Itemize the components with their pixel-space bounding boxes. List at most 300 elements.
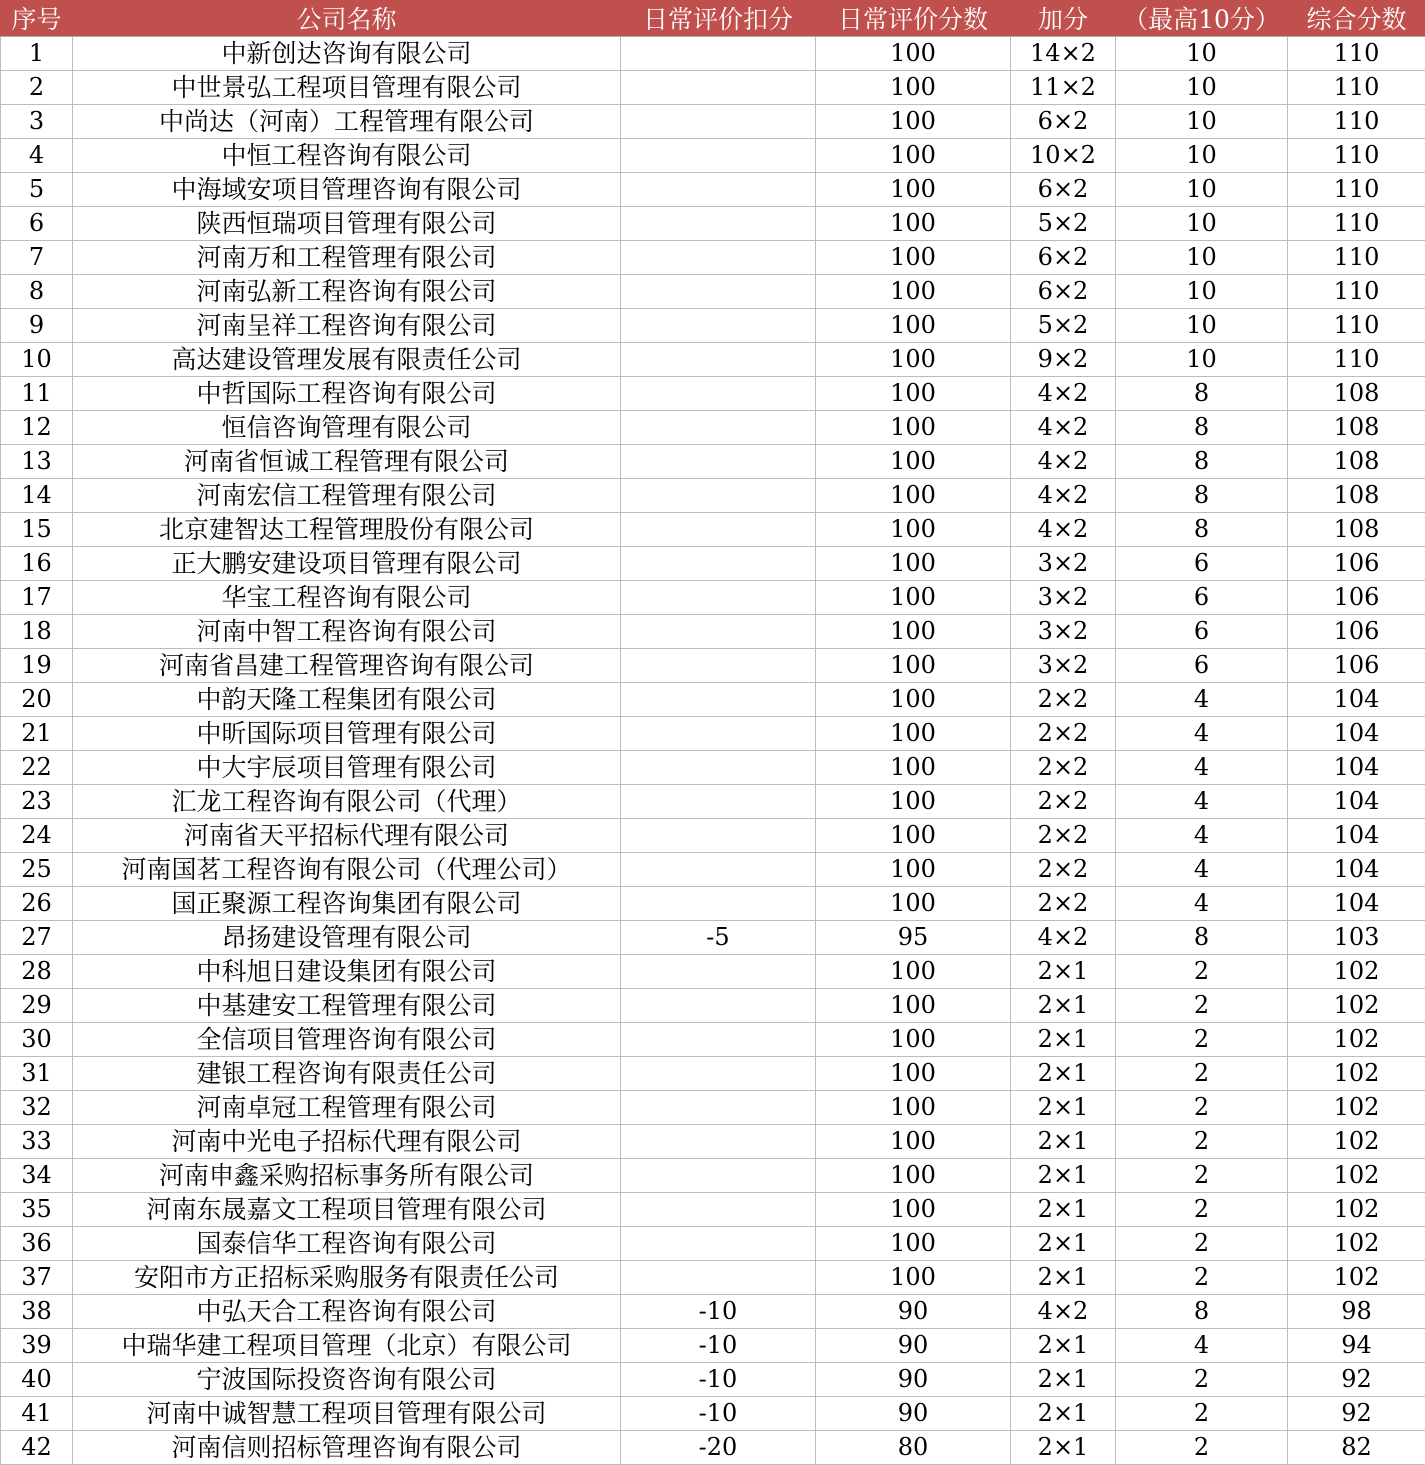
bonus-cell: 2×1 [1011, 1261, 1116, 1295]
deduction-cell: -10 [621, 1363, 816, 1397]
table-row [1, 717, 1425, 751]
table-row [1, 309, 1425, 343]
table-body [1, 37, 1425, 1465]
total-score-cell: 102 [1288, 1057, 1425, 1091]
total-score-cell: 104 [1288, 819, 1425, 853]
company-name-cell: 中韵天隆工程集团有限公司 [73, 683, 621, 717]
company-name-cell: 河南东晟嘉文工程项目管理有限公司 [73, 1193, 621, 1227]
bonus-cell: 6×2 [1011, 275, 1116, 309]
daily-score-cell: 90 [816, 1363, 1011, 1397]
max-bonus-cell: 8 [1116, 921, 1288, 955]
deduction-cell [621, 71, 816, 105]
total-score-cell: 92 [1288, 1397, 1425, 1431]
index-cell: 27 [1, 921, 73, 955]
header-deduction: 日常评价扣分 [621, 0, 816, 37]
total-score-cell: 106 [1288, 581, 1425, 615]
deduction-cell [621, 377, 816, 411]
table-row [1, 615, 1425, 649]
index-cell: 3 [1, 105, 73, 139]
table-row [1, 1227, 1425, 1261]
index-cell: 32 [1, 1091, 73, 1125]
bonus-cell: 3×2 [1011, 547, 1116, 581]
max-bonus-cell: 8 [1116, 513, 1288, 547]
bonus-cell: 2×2 [1011, 853, 1116, 887]
deduction-cell [621, 1023, 816, 1057]
daily-score-cell: 100 [816, 615, 1011, 649]
daily-score-cell: 90 [816, 1295, 1011, 1329]
max-bonus-cell: 8 [1116, 445, 1288, 479]
index-cell: 19 [1, 649, 73, 683]
daily-score-cell: 100 [816, 1193, 1011, 1227]
index-cell: 33 [1, 1125, 73, 1159]
deduction-cell [621, 887, 816, 921]
max-bonus-cell: 10 [1116, 241, 1288, 275]
max-bonus-cell: 4 [1116, 751, 1288, 785]
company-name-cell: 宁波国际投资咨询有限公司 [73, 1363, 621, 1397]
daily-score-cell: 100 [816, 1261, 1011, 1295]
deduction-cell: -10 [621, 1295, 816, 1329]
bonus-cell: 2×1 [1011, 1023, 1116, 1057]
deduction-cell [621, 343, 816, 377]
max-bonus-cell: 10 [1116, 139, 1288, 173]
deduction-cell [621, 241, 816, 275]
total-score-cell: 102 [1288, 1091, 1425, 1125]
company-name-cell: 河南呈祥工程咨询有限公司 [73, 309, 621, 343]
table-row [1, 1023, 1425, 1057]
company-name-cell: 昂扬建设管理有限公司 [73, 921, 621, 955]
deduction-cell [621, 581, 816, 615]
total-score-cell: 102 [1288, 1227, 1425, 1261]
max-bonus-cell: 6 [1116, 615, 1288, 649]
index-cell: 35 [1, 1193, 73, 1227]
bonus-cell: 2×1 [1011, 1091, 1116, 1125]
deduction-cell [621, 1125, 816, 1159]
table-row [1, 1295, 1425, 1329]
max-bonus-cell: 10 [1116, 275, 1288, 309]
bonus-cell: 11×2 [1011, 71, 1116, 105]
index-cell: 4 [1, 139, 73, 173]
max-bonus-cell: 2 [1116, 1227, 1288, 1261]
max-bonus-cell: 8 [1116, 1295, 1288, 1329]
daily-score-cell: 100 [816, 139, 1011, 173]
table-row [1, 479, 1425, 513]
daily-score-cell: 100 [816, 343, 1011, 377]
daily-score-cell: 100 [816, 71, 1011, 105]
total-score-cell: 110 [1288, 343, 1425, 377]
total-score-cell: 110 [1288, 139, 1425, 173]
deduction-cell [621, 1159, 816, 1193]
daily-score-cell: 80 [816, 1431, 1011, 1465]
table-row [1, 785, 1425, 819]
company-name-cell: 中科旭日建设集团有限公司 [73, 955, 621, 989]
max-bonus-cell: 2 [1116, 1261, 1288, 1295]
deduction-cell [621, 615, 816, 649]
total-score-cell: 102 [1288, 955, 1425, 989]
daily-score-cell: 100 [816, 377, 1011, 411]
max-bonus-cell: 10 [1116, 343, 1288, 377]
index-cell: 5 [1, 173, 73, 207]
total-score-cell: 104 [1288, 717, 1425, 751]
total-score-cell: 108 [1288, 411, 1425, 445]
deduction-cell [621, 547, 816, 581]
daily-score-cell: 100 [816, 105, 1011, 139]
deduction-cell: -20 [621, 1431, 816, 1465]
index-cell: 40 [1, 1363, 73, 1397]
index-cell: 15 [1, 513, 73, 547]
daily-score-cell: 100 [816, 1023, 1011, 1057]
total-score-cell: 104 [1288, 751, 1425, 785]
deduction-cell: -5 [621, 921, 816, 955]
max-bonus-cell: 2 [1116, 955, 1288, 989]
total-score-cell: 108 [1288, 377, 1425, 411]
company-name-cell: 中哲国际工程咨询有限公司 [73, 377, 621, 411]
deduction-cell [621, 513, 816, 547]
daily-score-cell: 100 [816, 309, 1011, 343]
index-cell: 41 [1, 1397, 73, 1431]
bonus-cell: 2×1 [1011, 1125, 1116, 1159]
bonus-cell: 9×2 [1011, 343, 1116, 377]
max-bonus-cell: 8 [1116, 479, 1288, 513]
max-bonus-cell: 6 [1116, 581, 1288, 615]
total-score-cell: 110 [1288, 173, 1425, 207]
company-name-cell: 国正聚源工程咨询集团有限公司 [73, 887, 621, 921]
total-score-cell: 102 [1288, 1261, 1425, 1295]
max-bonus-cell: 10 [1116, 105, 1288, 139]
total-score-cell: 102 [1288, 1023, 1425, 1057]
company-name-cell: 国泰信华工程咨询有限公司 [73, 1227, 621, 1261]
deduction-cell [621, 1193, 816, 1227]
max-bonus-cell: 2 [1116, 1125, 1288, 1159]
total-score-cell: 104 [1288, 683, 1425, 717]
daily-score-cell: 100 [816, 411, 1011, 445]
max-bonus-cell: 2 [1116, 1397, 1288, 1431]
company-name-cell: 中弘天合工程咨询有限公司 [73, 1295, 621, 1329]
daily-score-cell: 100 [816, 1227, 1011, 1261]
deduction-cell [621, 1261, 816, 1295]
daily-score-cell: 100 [816, 649, 1011, 683]
total-score-cell: 110 [1288, 71, 1425, 105]
company-name-cell: 中昕国际项目管理有限公司 [73, 717, 621, 751]
bonus-cell: 4×2 [1011, 377, 1116, 411]
index-cell: 1 [1, 37, 73, 71]
table-row [1, 853, 1425, 887]
max-bonus-cell: 10 [1116, 173, 1288, 207]
header-daily-score: 日常评价分数 [816, 0, 1011, 37]
total-score-cell: 94 [1288, 1329, 1425, 1363]
bonus-cell: 3×2 [1011, 649, 1116, 683]
total-score-cell: 102 [1288, 1193, 1425, 1227]
table-row [1, 1363, 1425, 1397]
daily-score-cell: 100 [816, 717, 1011, 751]
company-name-cell: 河南省恒诚工程管理有限公司 [73, 445, 621, 479]
deduction-cell [621, 207, 816, 241]
deduction-cell [621, 1091, 816, 1125]
index-cell: 14 [1, 479, 73, 513]
company-name-cell: 恒信咨询管理有限公司 [73, 411, 621, 445]
deduction-cell [621, 411, 816, 445]
company-name-cell: 河南信则招标管理咨询有限公司 [73, 1431, 621, 1465]
company-name-cell: 河南弘新工程咨询有限公司 [73, 275, 621, 309]
deduction-cell: -10 [621, 1397, 816, 1431]
table-row [1, 71, 1425, 105]
table-row [1, 921, 1425, 955]
deduction-cell [621, 853, 816, 887]
total-score-cell: 106 [1288, 547, 1425, 581]
table-row [1, 1329, 1425, 1363]
company-name-cell: 汇龙工程咨询有限公司（代理） [73, 785, 621, 819]
company-name-cell: 中瑞华建工程项目管理（北京）有限公司 [73, 1329, 621, 1363]
table-row [1, 1057, 1425, 1091]
bonus-cell: 2×1 [1011, 1329, 1116, 1363]
deduction-cell [621, 309, 816, 343]
max-bonus-cell: 2 [1116, 1363, 1288, 1397]
bonus-cell: 4×2 [1011, 1295, 1116, 1329]
bonus-cell: 2×2 [1011, 819, 1116, 853]
table-row [1, 275, 1425, 309]
deduction-cell [621, 819, 816, 853]
deduction-cell [621, 173, 816, 207]
index-cell: 2 [1, 71, 73, 105]
bonus-cell: 2×1 [1011, 1159, 1116, 1193]
bonus-cell: 2×1 [1011, 1397, 1116, 1431]
daily-score-cell: 100 [816, 1125, 1011, 1159]
total-score-cell: 108 [1288, 479, 1425, 513]
table-row [1, 105, 1425, 139]
total-score-cell: 106 [1288, 649, 1425, 683]
max-bonus-cell: 6 [1116, 547, 1288, 581]
total-score-cell: 106 [1288, 615, 1425, 649]
bonus-cell: 2×1 [1011, 955, 1116, 989]
deduction-cell [621, 105, 816, 139]
daily-score-cell: 100 [816, 989, 1011, 1023]
deduction-cell [621, 683, 816, 717]
bonus-cell: 2×2 [1011, 887, 1116, 921]
table-row [1, 989, 1425, 1023]
max-bonus-cell: 8 [1116, 411, 1288, 445]
bonus-cell: 10×2 [1011, 139, 1116, 173]
header-index: 序号 [1, 0, 73, 37]
max-bonus-cell: 6 [1116, 649, 1288, 683]
max-bonus-cell: 2 [1116, 989, 1288, 1023]
index-cell: 39 [1, 1329, 73, 1363]
table-row [1, 241, 1425, 275]
index-cell: 22 [1, 751, 73, 785]
index-cell: 12 [1, 411, 73, 445]
total-score-cell: 104 [1288, 853, 1425, 887]
deduction-cell [621, 955, 816, 989]
daily-score-cell: 100 [816, 445, 1011, 479]
index-cell: 23 [1, 785, 73, 819]
company-name-cell: 高达建设管理发展有限责任公司 [73, 343, 621, 377]
company-name-cell: 北京建智达工程管理股份有限公司 [73, 513, 621, 547]
table-row [1, 683, 1425, 717]
deduction-cell [621, 717, 816, 751]
bonus-cell: 4×2 [1011, 513, 1116, 547]
total-score-cell: 110 [1288, 275, 1425, 309]
table-row [1, 1193, 1425, 1227]
index-cell: 28 [1, 955, 73, 989]
daily-score-cell: 100 [816, 479, 1011, 513]
max-bonus-cell: 8 [1116, 377, 1288, 411]
deduction-cell [621, 37, 816, 71]
daily-score-cell: 100 [816, 207, 1011, 241]
max-bonus-cell: 4 [1116, 819, 1288, 853]
company-name-cell: 河南中诚智慧工程项目管理有限公司 [73, 1397, 621, 1431]
company-name-cell: 河南中智工程咨询有限公司 [73, 615, 621, 649]
company-name-cell: 华宝工程咨询有限公司 [73, 581, 621, 615]
table-row [1, 751, 1425, 785]
max-bonus-cell: 2 [1116, 1159, 1288, 1193]
deduction-cell [621, 989, 816, 1023]
max-bonus-cell: 10 [1116, 37, 1288, 71]
bonus-cell: 2×1 [1011, 1363, 1116, 1397]
bonus-cell: 2×1 [1011, 1057, 1116, 1091]
max-bonus-cell: 2 [1116, 1431, 1288, 1465]
company-name-cell: 中世景弘工程项目管理有限公司 [73, 71, 621, 105]
deduction-cell [621, 785, 816, 819]
table-row [1, 1397, 1425, 1431]
total-score-cell: 108 [1288, 445, 1425, 479]
daily-score-cell: 100 [816, 785, 1011, 819]
total-score-cell: 82 [1288, 1431, 1425, 1465]
daily-score-cell: 100 [816, 819, 1011, 853]
total-score-cell: 108 [1288, 513, 1425, 547]
max-bonus-cell: 10 [1116, 309, 1288, 343]
table-row [1, 649, 1425, 683]
company-name-cell: 河南省天平招标代理有限公司 [73, 819, 621, 853]
index-cell: 6 [1, 207, 73, 241]
index-cell: 31 [1, 1057, 73, 1091]
bonus-cell: 3×2 [1011, 581, 1116, 615]
total-score-cell: 102 [1288, 1125, 1425, 1159]
daily-score-cell: 90 [816, 1329, 1011, 1363]
total-score-cell: 110 [1288, 105, 1425, 139]
company-name-cell: 建银工程咨询有限责任公司 [73, 1057, 621, 1091]
company-name-cell: 中基建安工程管理有限公司 [73, 989, 621, 1023]
company-name-cell: 正大鹏安建设项目管理有限公司 [73, 547, 621, 581]
header-total-score: 综合分数 [1288, 0, 1425, 37]
total-score-cell: 110 [1288, 207, 1425, 241]
index-cell: 24 [1, 819, 73, 853]
deduction-cell [621, 479, 816, 513]
bonus-cell: 5×2 [1011, 207, 1116, 241]
max-bonus-cell: 10 [1116, 71, 1288, 105]
index-cell: 11 [1, 377, 73, 411]
bonus-cell: 2×2 [1011, 683, 1116, 717]
header-max-bonus: （最高10分） [1116, 0, 1288, 37]
total-score-cell: 102 [1288, 989, 1425, 1023]
table-row [1, 37, 1425, 71]
index-cell: 30 [1, 1023, 73, 1057]
table-row [1, 411, 1425, 445]
bonus-cell: 2×1 [1011, 1227, 1116, 1261]
total-score-cell: 98 [1288, 1295, 1425, 1329]
daily-score-cell: 95 [816, 921, 1011, 955]
bonus-cell: 6×2 [1011, 241, 1116, 275]
company-name-cell: 中海域安项目管理咨询有限公司 [73, 173, 621, 207]
daily-score-cell: 90 [816, 1397, 1011, 1431]
max-bonus-cell: 4 [1116, 853, 1288, 887]
total-score-cell: 104 [1288, 887, 1425, 921]
table-row [1, 343, 1425, 377]
company-name-cell: 中恒工程咨询有限公司 [73, 139, 621, 173]
deduction-cell [621, 139, 816, 173]
bonus-cell: 2×2 [1011, 717, 1116, 751]
max-bonus-cell: 4 [1116, 683, 1288, 717]
daily-score-cell: 100 [816, 1057, 1011, 1091]
table-row [1, 1261, 1425, 1295]
index-cell: 20 [1, 683, 73, 717]
deduction-cell [621, 649, 816, 683]
total-score-cell: 110 [1288, 309, 1425, 343]
max-bonus-cell: 2 [1116, 1023, 1288, 1057]
index-cell: 10 [1, 343, 73, 377]
index-cell: 9 [1, 309, 73, 343]
index-cell: 26 [1, 887, 73, 921]
max-bonus-cell: 10 [1116, 207, 1288, 241]
bonus-cell: 4×2 [1011, 479, 1116, 513]
daily-score-cell: 100 [816, 751, 1011, 785]
daily-score-cell: 100 [816, 955, 1011, 989]
index-cell: 29 [1, 989, 73, 1023]
daily-score-cell: 100 [816, 37, 1011, 71]
deduction-cell [621, 751, 816, 785]
bonus-cell: 4×2 [1011, 411, 1116, 445]
header-bonus: 加分 [1011, 0, 1116, 37]
daily-score-cell: 100 [816, 1091, 1011, 1125]
deduction-cell [621, 1057, 816, 1091]
daily-score-cell: 100 [816, 581, 1011, 615]
max-bonus-cell: 4 [1116, 717, 1288, 751]
total-score-cell: 103 [1288, 921, 1425, 955]
daily-score-cell: 100 [816, 853, 1011, 887]
deduction-cell [621, 1227, 816, 1261]
total-score-cell: 92 [1288, 1363, 1425, 1397]
table-row [1, 1091, 1425, 1125]
total-score-cell: 110 [1288, 37, 1425, 71]
daily-score-cell: 100 [816, 173, 1011, 207]
daily-score-cell: 100 [816, 275, 1011, 309]
daily-score-cell: 100 [816, 547, 1011, 581]
company-name-cell: 中大宇辰项目管理有限公司 [73, 751, 621, 785]
max-bonus-cell: 4 [1116, 785, 1288, 819]
company-name-cell: 全信项目管理咨询有限公司 [73, 1023, 621, 1057]
daily-score-cell: 100 [816, 887, 1011, 921]
company-name-cell: 河南省昌建工程管理咨询有限公司 [73, 649, 621, 683]
company-name-cell: 中新创达咨询有限公司 [73, 37, 621, 71]
total-score-cell: 102 [1288, 1159, 1425, 1193]
total-score-cell: 104 [1288, 785, 1425, 819]
index-cell: 8 [1, 275, 73, 309]
table-row [1, 547, 1425, 581]
bonus-cell: 2×1 [1011, 989, 1116, 1023]
table-row [1, 139, 1425, 173]
bonus-cell: 4×2 [1011, 921, 1116, 955]
index-cell: 7 [1, 241, 73, 275]
index-cell: 34 [1, 1159, 73, 1193]
company-name-cell: 河南宏信工程管理有限公司 [73, 479, 621, 513]
bonus-cell: 3×2 [1011, 615, 1116, 649]
index-cell: 13 [1, 445, 73, 479]
index-cell: 18 [1, 615, 73, 649]
max-bonus-cell: 2 [1116, 1193, 1288, 1227]
deduction-cell [621, 275, 816, 309]
index-cell: 16 [1, 547, 73, 581]
index-cell: 21 [1, 717, 73, 751]
total-score-cell: 110 [1288, 241, 1425, 275]
company-name-cell: 中尚达（河南）工程管理有限公司 [73, 105, 621, 139]
company-name-cell: 河南国茗工程咨询有限公司（代理公司） [73, 853, 621, 887]
